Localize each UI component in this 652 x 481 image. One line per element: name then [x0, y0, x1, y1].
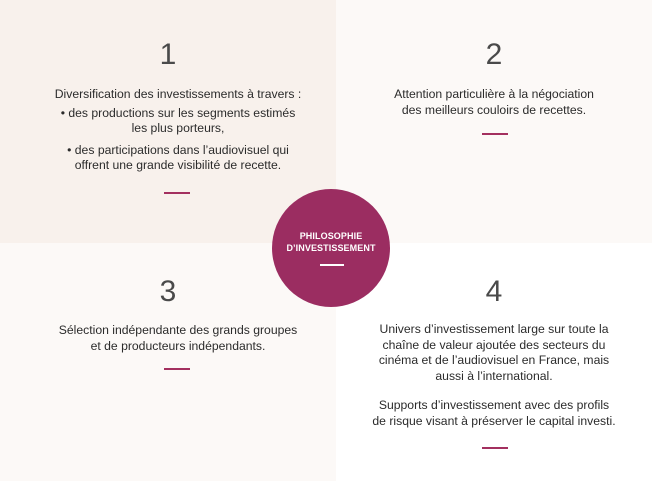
quadrant-1-line: les plus porteurs, [131, 121, 225, 135]
quadrant-2-line: des meilleurs couloirs de recettes. [401, 102, 587, 117]
quadrant-2 [336, 0, 652, 243]
center-circle [272, 189, 390, 307]
quadrant-2-line: Attention particulière à la négociation [394, 87, 594, 101]
quadrant-2-text [336, 87, 652, 118]
quadrant-4-line: cinéma et de l’audiovisuel en France, mais [378, 353, 610, 367]
quadrant-1 [0, 0, 336, 243]
quadrant-4-line: Univers d’investissement large sur toute la [379, 322, 609, 336]
center-divider [320, 264, 344, 266]
quadrant-4-text [336, 322, 652, 429]
quadrant-1-number: 1 [159, 38, 177, 71]
quadrant-1-line: • des participations dans l’audiovisuel qui [67, 142, 289, 157]
quadrant-4 [336, 243, 652, 481]
quadrant-3-line: et de producteurs indépendants. [90, 338, 266, 353]
quadrant-1-line: Diversification des investissements à travers : [54, 87, 302, 101]
quadrant-4-number: 4 [485, 275, 503, 308]
quadrant-4-divider [482, 447, 508, 449]
quadrant-3-number: 3 [159, 275, 177, 308]
quadrant-1-line: • des productions sur les segments estimés [60, 105, 296, 120]
quadrant-4-line: chaîne de valeur ajoutée des secteurs du [382, 337, 606, 352]
quadrant-4-line: de risque visant à préserver le capital investi. [372, 413, 616, 428]
center-title-line: D’INVESTISSEMENT [286, 243, 376, 253]
quadrant-2-number: 2 [485, 38, 503, 71]
quadrant-1-text [20, 87, 336, 174]
quadrant-3-divider [164, 368, 190, 370]
quadrant-2-divider [482, 133, 508, 135]
center-title-line: PHILOSOPHIE [299, 231, 363, 241]
quadrant-1-line: offrent une grande visibilité de recette. [74, 158, 282, 172]
quadrant-3-line: Sélection indépendante des grands groupes [58, 323, 298, 337]
quadrant-4-line: aussi à l’international. [435, 368, 553, 383]
quadrant-4-line: Supports d’investissement avec des profils [378, 398, 610, 412]
quadrant-3-text [20, 323, 336, 354]
quadrant-1-divider [164, 192, 190, 194]
center-title [272, 230, 390, 254]
